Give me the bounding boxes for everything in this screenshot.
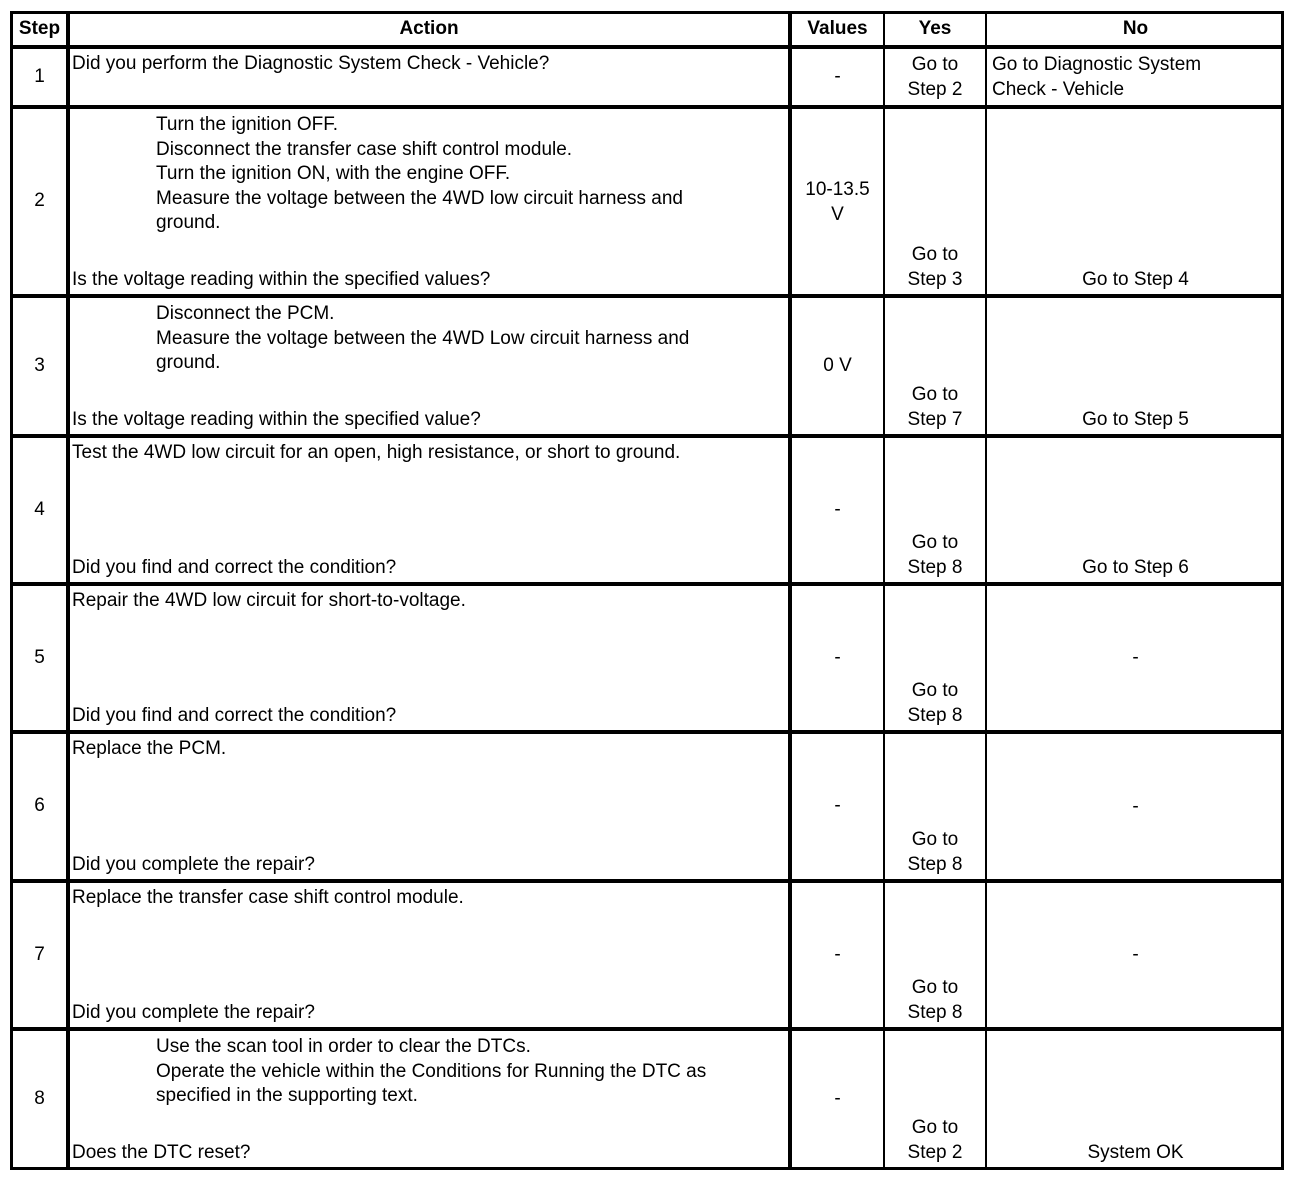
action-question: Did you perform the Diagnostic System Check - Vehicle? [72,53,550,74]
yes-line: Step 8 [907,1001,963,1023]
value-cell: - [834,498,841,520]
step-number: 1 [34,65,45,87]
action-step-text: ground. [156,212,221,233]
action-cell [70,438,788,582]
step-number: 5 [34,646,45,668]
yes-cell [885,586,985,730]
yes-cell [885,49,985,105]
step-number: 7 [34,943,45,965]
action-step-text: Measure the voltage between the 4WD low circuit harness and [156,187,683,209]
step-number: 4 [34,498,45,520]
yes-line: Step 8 [907,704,963,726]
action-step-text: Replace the transfer case shift control module. [72,887,464,908]
action-cell [70,586,788,730]
value-cell: - [834,795,841,817]
action-step-text: specified in the supporting text. [156,1085,418,1106]
action-step-text: Use the scan tool in order to clear the DTCs. [156,1036,531,1057]
no-text: Go to Step 6 [1082,556,1189,578]
yes-line: Go to [911,829,959,850]
value-line: 10-13.5 [805,179,870,200]
action-cell [70,1031,788,1167]
yes-line: Go to [911,384,959,405]
action-step-text: Turn the ignition OFF. [156,114,338,135]
no-text: System OK [1087,1141,1184,1163]
value-cell: - [834,1087,841,1109]
value-cell: - [834,65,841,87]
yes-line: Go to [911,977,959,998]
action-step-text: Measure the voltage between the 4WD Low circuit harness and [156,327,690,349]
action-cell [70,298,788,434]
no-cell [987,734,1284,879]
action-question: Did you complete the repair? [72,1001,315,1023]
action-cell [70,734,788,879]
value-cell: 0 V [823,354,852,376]
yes-cell [885,109,985,294]
action-step-text: Operate the vehicle within the Conditions for Running the DTC as [156,1060,707,1082]
yes-cell [885,298,985,434]
action-question: Did you find and correct the condition? [72,556,397,578]
step-number: 8 [34,1087,45,1109]
no-line: Check - Vehicle [992,78,1125,100]
header-no: No [1122,18,1149,40]
yes-line: Go to [911,680,959,701]
header-step: Step [18,18,61,40]
no-cell [987,49,1284,105]
step-number: 3 [34,354,45,376]
header-action: Action [399,18,459,40]
action-question: Is the voltage reading within the specified value? [72,408,481,430]
yes-cell [885,883,985,1027]
action-question: Did you find and correct the condition? [72,704,397,726]
no-cell [987,109,1284,294]
value-cell: - [834,646,841,668]
diagnostic-table [10,11,1284,1170]
yes-line: Go to [911,1117,959,1138]
no-cell [987,586,1284,730]
no-text: - [1132,646,1139,668]
yes-line: Step 2 [907,78,963,100]
action-step-text: Disconnect the PCM. [156,303,335,324]
value-line: V [831,203,844,225]
action-step-text: Replace the PCM. [72,738,227,759]
action-question: Did you complete the repair? [72,853,315,875]
yes-cell [885,734,985,879]
action-cell [70,49,788,105]
action-step-text: ground. [156,352,221,373]
action-step-text: Test the 4WD low circuit for an open, high resistance, or short to ground. [72,442,681,463]
action-step-text: Turn the ignition ON, with the engine OFF. [156,163,511,184]
no-text: Go to Step 5 [1082,408,1189,430]
no-text: - [1132,795,1139,817]
value-cell: - [834,943,841,965]
yes-line: Step 7 [907,408,963,430]
no-cell [987,883,1284,1027]
header-yes: Yes [918,18,952,40]
yes-line: Step 3 [907,268,963,290]
yes-line: Go to [911,54,959,75]
yes-cell [885,438,985,582]
step-number: 6 [34,795,45,817]
action-step-text: Repair the 4WD low circuit for short-to-voltage. [72,590,466,611]
yes-line: Step 2 [907,1141,963,1163]
yes-line: Go to [911,244,959,265]
no-cell [987,438,1284,582]
no-text: Go to Step 4 [1082,268,1189,290]
yes-cell [885,1031,985,1167]
no-line: Go to Diagnostic System [992,54,1202,75]
yes-line: Go to [911,532,959,553]
no-cell [987,1031,1284,1167]
no-cell [987,298,1284,434]
yes-line: Step 8 [907,556,963,578]
action-question: Does the DTC reset? [72,1141,251,1163]
step-number: 2 [34,190,45,212]
value-cell [792,109,883,294]
no-text: - [1132,943,1139,965]
yes-line: Step 8 [907,853,963,875]
action-question: Is the voltage reading within the specified values? [72,268,491,290]
header-values: Values [807,18,868,40]
action-cell [70,883,788,1027]
action-cell [70,109,788,294]
action-step-text: Disconnect the transfer case shift control module. [156,138,573,160]
